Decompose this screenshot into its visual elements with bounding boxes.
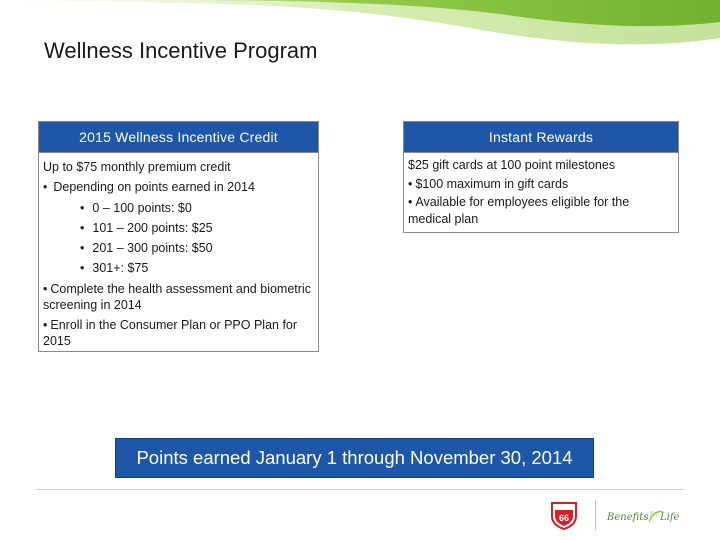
rewards-line: • Available for employees eligible for the medical plan: [408, 194, 674, 227]
wellness-credit-panel: [38, 121, 319, 352]
points-tier: • 101 – 200 points: $25: [43, 218, 314, 238]
benefits-for-life-logo: [605, 500, 681, 530]
points-tier: • 301+: $75: [43, 258, 314, 278]
wellness-credit-header: 2015 Wellness Incentive Credit: [39, 122, 318, 153]
rewards-line: $25 gift cards at 100 point milestones: [408, 158, 616, 172]
svg-text:for: for: [650, 511, 659, 518]
rewards-line: • $100 maximum in gift cards: [408, 175, 674, 194]
svg-text:Life: Life: [660, 512, 680, 523]
page-title: Wellness Incentive Program: [44, 38, 318, 63]
svg-text:Benefits: Benefits: [607, 512, 649, 523]
phillips66-logo: [550, 500, 578, 530]
credit-line: • Complete the health assessment and biometric screening in 2014: [43, 281, 314, 314]
footer-divider: [36, 489, 684, 490]
instant-rewards-header: Instant Rewards: [404, 122, 678, 153]
credit-line: • Depending on points earned in 2014: [43, 177, 314, 197]
svg-text:66: 66: [558, 513, 570, 523]
credit-line: Up to $75 monthly premium credit: [43, 160, 231, 174]
points-tier: • 0 – 100 points: $0: [43, 198, 314, 218]
instant-rewards-body: [404, 153, 678, 227]
wellness-credit-body: [39, 153, 318, 350]
credit-line: • Enroll in the Consumer Plan or PPO Plan for 2015: [43, 317, 314, 350]
points-tier: • 201 – 300 points: $50: [43, 238, 314, 258]
logo-separator: [595, 500, 596, 530]
points-period-banner: Points earned January 1 through November 30, 2014: [115, 438, 594, 478]
instant-rewards-panel: [403, 121, 679, 233]
